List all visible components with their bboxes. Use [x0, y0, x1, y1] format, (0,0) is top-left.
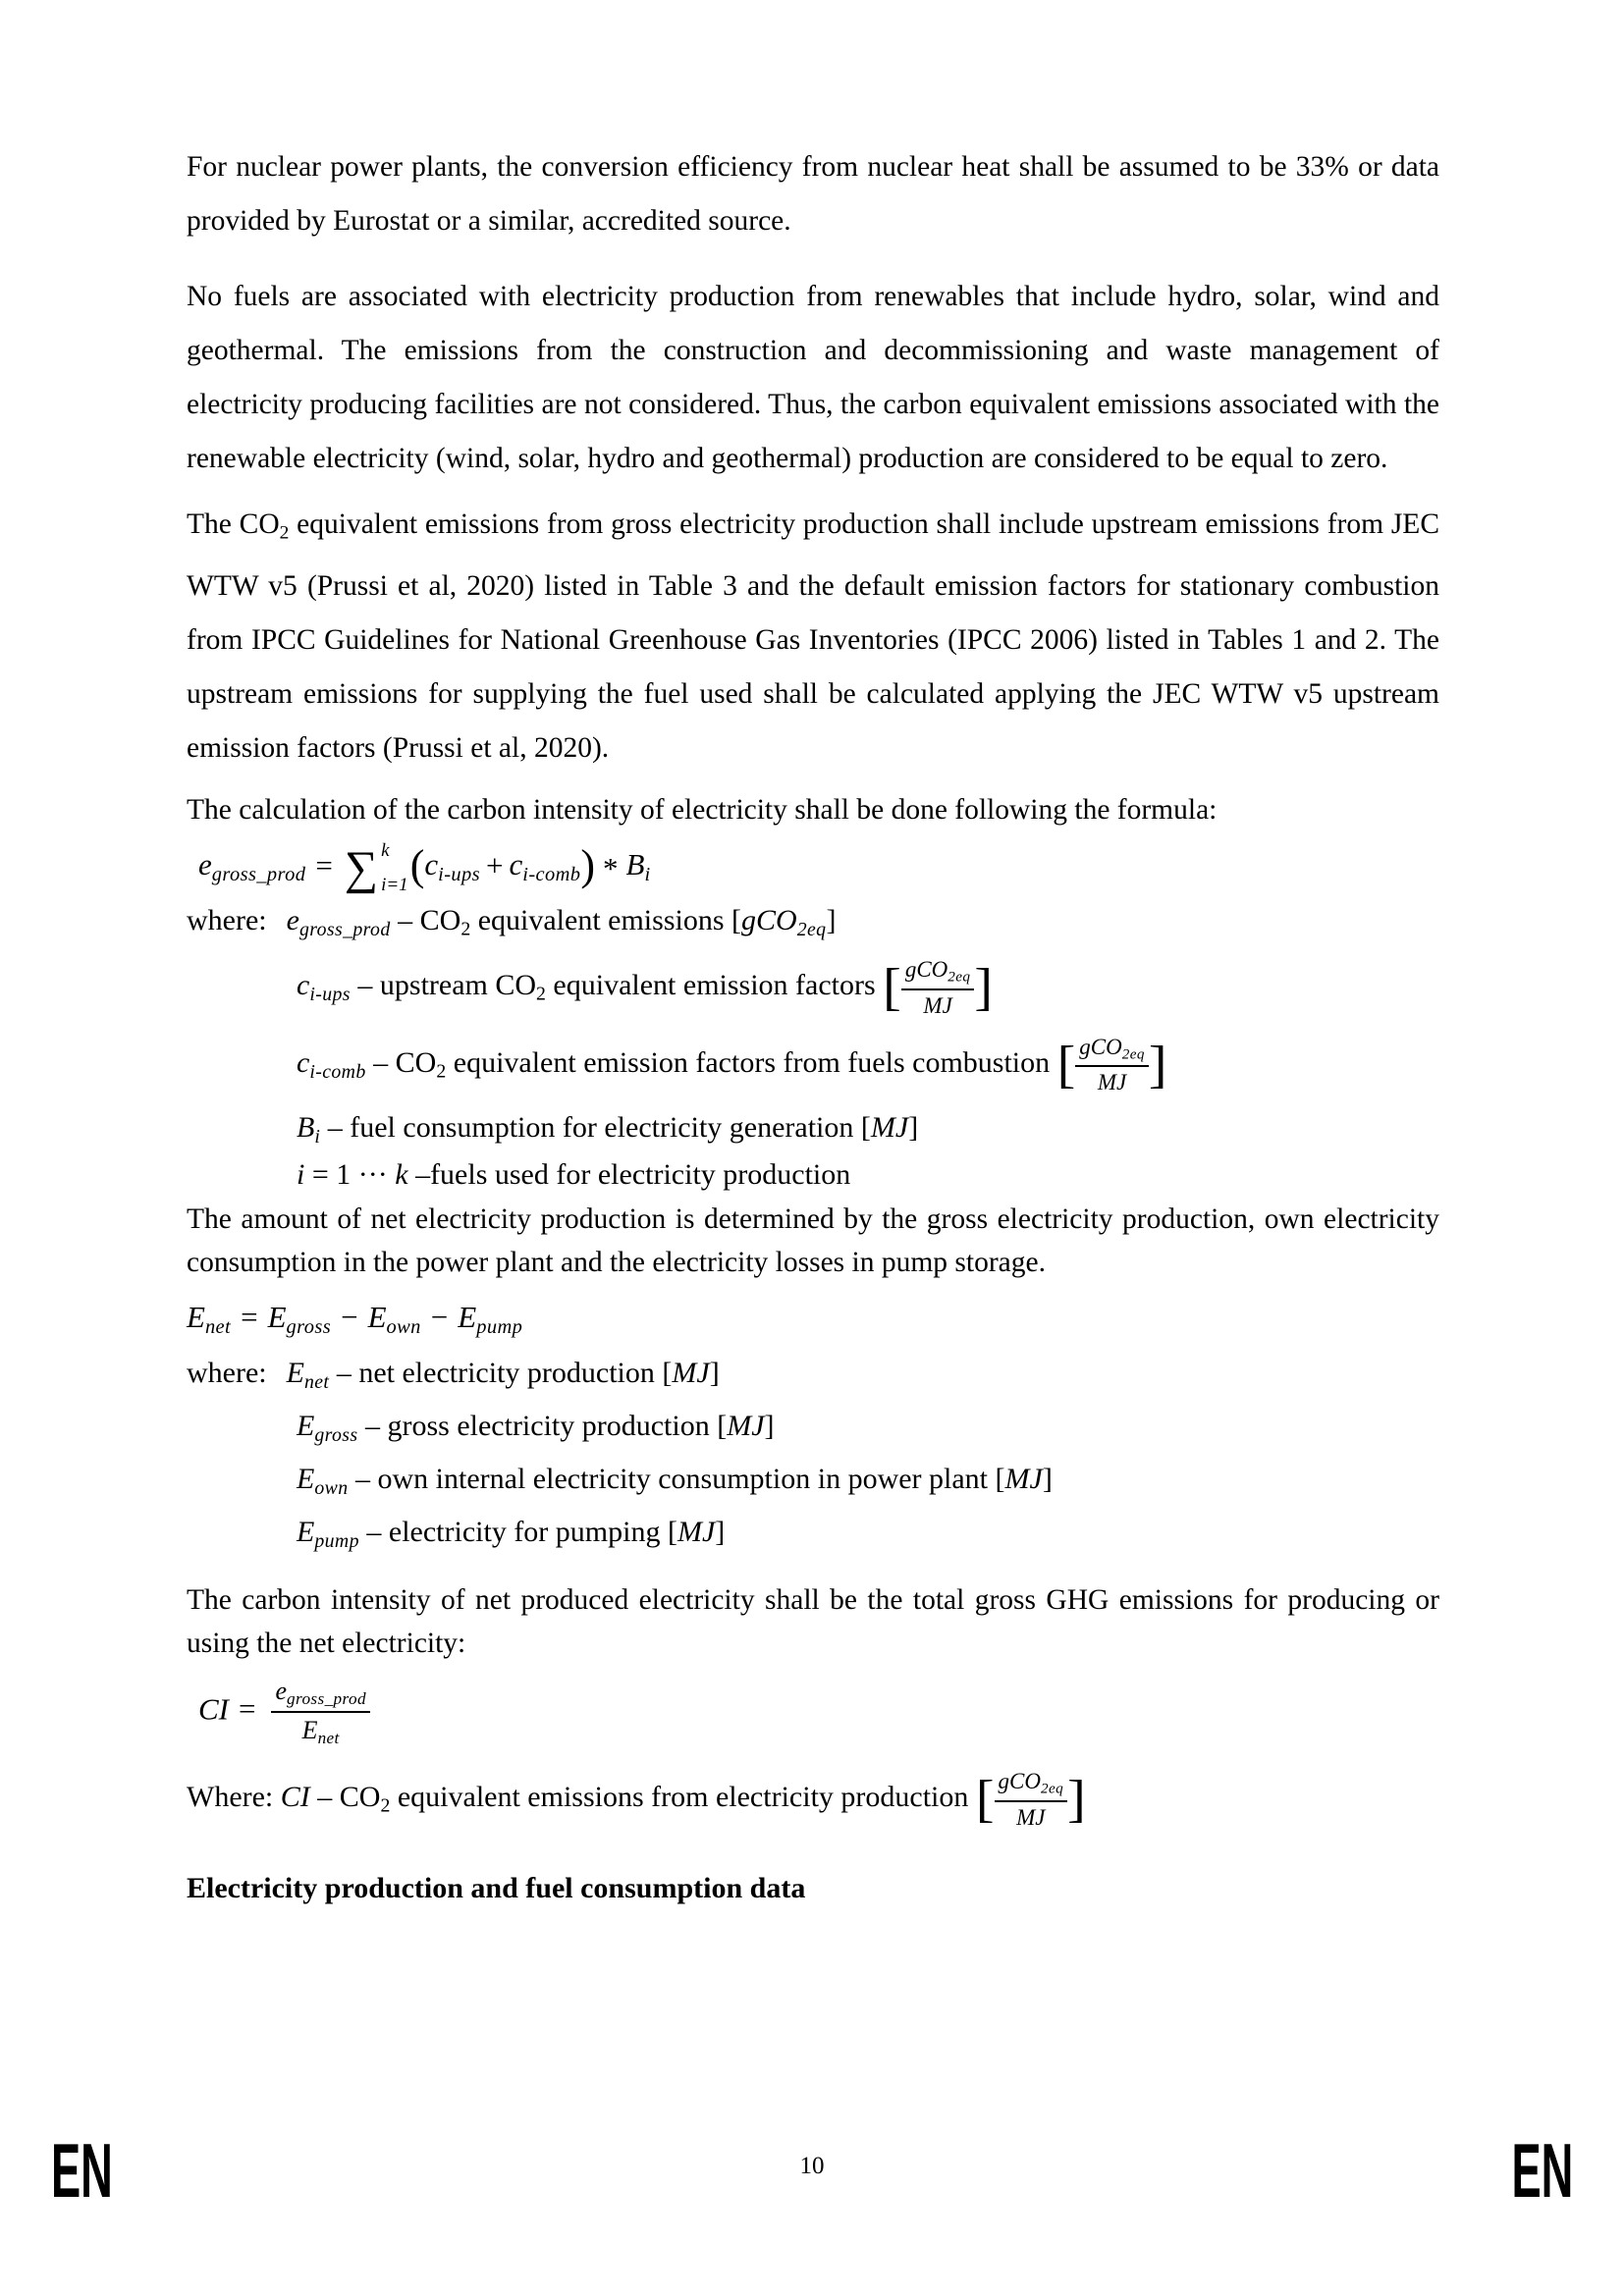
- var-e-net: E: [187, 1299, 205, 1334]
- definition-text: equivalent emissions from electricity production: [390, 1781, 976, 1814]
- co2-subscript: 2: [436, 1060, 447, 1083]
- definition-text: equivalent emissions: [470, 904, 731, 937]
- var-ci: CI: [280, 1781, 310, 1814]
- where-label: Where:: [187, 1781, 281, 1814]
- definition-text: – CO: [309, 1781, 381, 1814]
- document-content: [187, 140, 1439, 1905]
- footer-language-right: EN: [1511, 2127, 1573, 2214]
- plus-sign: +: [485, 847, 504, 882]
- fraction-numerator: [271, 1675, 369, 1713]
- unit-close-bracket: ]: [974, 959, 994, 1017]
- unit-open-bracket: [: [1056, 1036, 1076, 1095]
- equals-sign: =: [239, 1691, 256, 1727]
- definition-text: – CO: [390, 904, 461, 937]
- summation: [345, 841, 408, 894]
- unit-open-bracket: [: [995, 1462, 1005, 1495]
- sub-gross: gross: [314, 1423, 358, 1446]
- unit-close-bracket: ]: [715, 1515, 726, 1548]
- sub-i-comb: i-comb: [522, 864, 581, 886]
- co2-subscript: 2: [380, 1794, 391, 1817]
- sum-lower-limit: i=1: [381, 875, 408, 896]
- var-e-own: E: [367, 1299, 387, 1334]
- paragraph-text: equivalent emissions from gross electricity production shall include upstream emissions from JEC WTW v5 (Prussi et al, 2020) listed in Table 3 and the default emission factors for stationary combustion from IPCC Guidelines for National Greenhouse Gas Inventories (IPCC 2006) listed in Tables 1 and 2. The upstream emissions for supplying the fuel used shall be calculated applying the JEC WTW v5 upstream emission factors (Prussi et al, 2020).: [187, 508, 1439, 765]
- unit-open-bracket: [: [667, 1515, 677, 1548]
- definition-text: – net electricity production: [329, 1356, 663, 1389]
- unit-open-bracket: [: [883, 959, 901, 1017]
- paragraph-formula-intro: [187, 783, 1439, 837]
- unit-gco: gCO: [741, 904, 797, 937]
- minus-sign: −: [341, 1299, 358, 1334]
- where-e-net: [187, 1357, 1439, 1394]
- unit-sub-2eq: 2eq: [1121, 1045, 1145, 1063]
- formula-gross-emissions: [198, 841, 1439, 894]
- unit-denominator-mj: MJ: [923, 992, 952, 1018]
- paragraph-nuclear-efficiency: [187, 140, 1439, 248]
- definition-text: – gross electricity production: [357, 1409, 718, 1442]
- sub-i: i: [644, 864, 651, 886]
- var-b: B: [625, 847, 645, 882]
- minus-sign: −: [430, 1299, 449, 1334]
- paragraph-text: The amount of net electricity production is determined by the gross electricity production, own electricity consumption in the power plant and the electricity losses in pump storage.: [187, 1202, 1439, 1278]
- definition-text: – upstream CO: [350, 969, 537, 1002]
- var-c: c: [509, 847, 523, 882]
- var-e-net: E: [286, 1356, 304, 1389]
- var-e: e: [198, 847, 212, 882]
- unit-fraction-gco-mj: [901, 955, 975, 1020]
- sub-net: net: [204, 1315, 232, 1338]
- paragraph-renewables-zero-emissions: [187, 270, 1439, 486]
- unit-mj: MJ: [1004, 1462, 1043, 1495]
- unit-open-bracket: [: [731, 904, 741, 937]
- unit-numerator: [901, 955, 975, 989]
- unit-gco: gCO: [904, 957, 948, 983]
- paragraph-text: The CO: [187, 508, 280, 540]
- sum-upper-limit: k: [381, 840, 390, 862]
- sub-own: own: [386, 1315, 421, 1338]
- sub-i: i: [314, 1125, 321, 1148]
- where-gross-emissions: [187, 904, 1439, 941]
- unit-denominator-mj: MJ: [1097, 1069, 1127, 1095]
- definition-e-pump: [297, 1516, 1439, 1553]
- co2-subscript: 2: [460, 918, 471, 940]
- unit-fraction-gco-mj: [995, 1767, 1068, 1832]
- definition-text: = 1 ···: [304, 1157, 396, 1191]
- var-e: e: [286, 904, 299, 937]
- var-c: c: [297, 1045, 310, 1079]
- var-c: c: [424, 847, 439, 882]
- unit-mj: MJ: [727, 1409, 765, 1442]
- unit-sub-2eq: 2eq: [1040, 1780, 1064, 1797]
- definition-text: equivalent emission factors: [545, 969, 884, 1002]
- var-c: c: [297, 969, 310, 1002]
- definition-text: – CO: [365, 1045, 437, 1079]
- paragraph-net-production: [187, 1198, 1439, 1284]
- unit-mj: MJ: [672, 1356, 710, 1389]
- co2-subscript: 2: [536, 983, 546, 1005]
- open-paren: (: [409, 841, 425, 890]
- unit-close-bracket: ]: [764, 1409, 775, 1442]
- var-e: e: [275, 1676, 288, 1705]
- footer-language-left: EN: [51, 2127, 113, 2214]
- unit-fraction-gco-mj: [1075, 1033, 1149, 1097]
- definition-text: –fuels used for electricity production: [407, 1157, 851, 1191]
- sub-i-ups: i-ups: [438, 864, 480, 886]
- definition-text: – fuel consumption for electricity generation: [320, 1110, 861, 1144]
- unit-numerator: [1075, 1033, 1149, 1067]
- sub-gross-prod: gross_prod: [287, 1688, 366, 1708]
- var-e-gross: E: [297, 1409, 315, 1442]
- var-e-pump: E: [458, 1299, 477, 1334]
- unit-mj: MJ: [677, 1515, 716, 1548]
- unit-gco: gCO: [1079, 1034, 1122, 1059]
- definition-c-ups: [297, 955, 1439, 1020]
- section-heading: Electricity production and fuel consumption data: [187, 1871, 806, 1904]
- unit-denominator-mj: MJ: [1016, 1804, 1046, 1830]
- definition-text: – own internal electricity consumption in power plant: [348, 1462, 996, 1495]
- sub-pump: pump: [314, 1529, 359, 1552]
- definition-e-own: [297, 1463, 1439, 1500]
- sub-gross: gross: [286, 1315, 332, 1338]
- sub-i-ups: i-ups: [309, 984, 351, 1006]
- sub-gross-prod: gross_prod: [211, 864, 306, 886]
- unit-sub-2eq: 2eq: [947, 968, 971, 986]
- co2-subscript: 2: [279, 522, 290, 544]
- sub-gross-prod: gross_prod: [298, 919, 391, 941]
- unit-close-bracket: ]: [826, 904, 837, 937]
- var-e-gross: E: [267, 1299, 287, 1334]
- var-b: B: [297, 1110, 315, 1144]
- var-e-net: E: [301, 1715, 318, 1744]
- sub-net: net: [303, 1370, 330, 1393]
- ci-fraction: [271, 1675, 369, 1750]
- definition-text: – electricity for pumping: [358, 1515, 668, 1548]
- unit-open-bracket: [: [662, 1356, 673, 1389]
- where-label: where:: [187, 1356, 267, 1389]
- unit-open-bracket: [: [860, 1110, 871, 1144]
- equals-sign: =: [241, 1299, 258, 1334]
- sub-own: own: [314, 1476, 349, 1499]
- sigma-symbol: ∑: [344, 841, 379, 894]
- unit-close-bracket: ]: [1042, 1462, 1053, 1495]
- sum-limits: [378, 841, 408, 894]
- paragraph-text: No fuels are associated with electricity production from renewables that include hydro, solar, wind and geothermal. The emissions from the construction and decommissioning and waste management of electricity producing facilities are not considered. Thus, the carbon equivalent emissions associated with the renewable electricity (wind, solar, hydro and geothermal) production are considered to be equal to zero.: [187, 281, 1439, 474]
- var-k: k: [395, 1157, 408, 1191]
- sub-i-comb: i-comb: [309, 1060, 366, 1083]
- definition-c-comb: [297, 1033, 1439, 1097]
- unit-close-bracket: ]: [1148, 1036, 1167, 1095]
- formula-net-electricity: [187, 1300, 1439, 1339]
- definition-text: equivalent emission factors from fuels combustion: [446, 1045, 1057, 1079]
- definition-b-fuel: [297, 1111, 1439, 1148]
- close-paren: ): [580, 841, 596, 890]
- paragraph-co2-upstream-emissions: [187, 498, 1439, 775]
- where-carbon-intensity: [187, 1767, 1439, 1832]
- unit-numerator: [995, 1767, 1068, 1801]
- unit-sub-2eq: 2eq: [796, 919, 827, 941]
- definition-e-gross: [297, 1410, 1439, 1447]
- unit-close-bracket: ]: [908, 1110, 919, 1144]
- paragraph-text: The calculation of the carbon intensity of electricity shall be done following the formula:: [187, 794, 1218, 827]
- formula-carbon-intensity: [198, 1675, 1439, 1750]
- definition-i-fuels: [297, 1158, 1439, 1192]
- unit-close-bracket: ]: [1067, 1771, 1086, 1829]
- var-i: i: [297, 1157, 305, 1191]
- multiplication-sign: *: [603, 850, 619, 885]
- var-e-own: E: [297, 1462, 315, 1495]
- var-ci: CI: [198, 1691, 229, 1727]
- unit-gco: gCO: [998, 1769, 1041, 1794]
- where-label: where:: [187, 904, 267, 937]
- equals-sign: =: [315, 847, 333, 882]
- sub-net: net: [317, 1729, 340, 1748]
- var-e-pump: E: [297, 1515, 315, 1548]
- sub-pump: pump: [476, 1315, 523, 1338]
- unit-close-bracket: ]: [709, 1356, 720, 1389]
- unit-open-bracket: [: [975, 1771, 995, 1829]
- unit-mj: MJ: [870, 1110, 909, 1144]
- fraction-denominator: [302, 1713, 340, 1749]
- paragraph-text: The carbon intensity of net produced electricity shall be the total gross GHG emissions for producing or using the net electricity:: [187, 1583, 1439, 1659]
- paragraph-text: For nuclear power plants, the conversion efficiency from nuclear heat shall be assumed to be 33% or data provided by Eurostat or a similar, accredited source.: [187, 151, 1439, 237]
- page-number: 10: [799, 2153, 825, 2179]
- paragraph-carbon-intensity: [187, 1578, 1439, 1665]
- unit-open-bracket: [: [717, 1409, 728, 1442]
